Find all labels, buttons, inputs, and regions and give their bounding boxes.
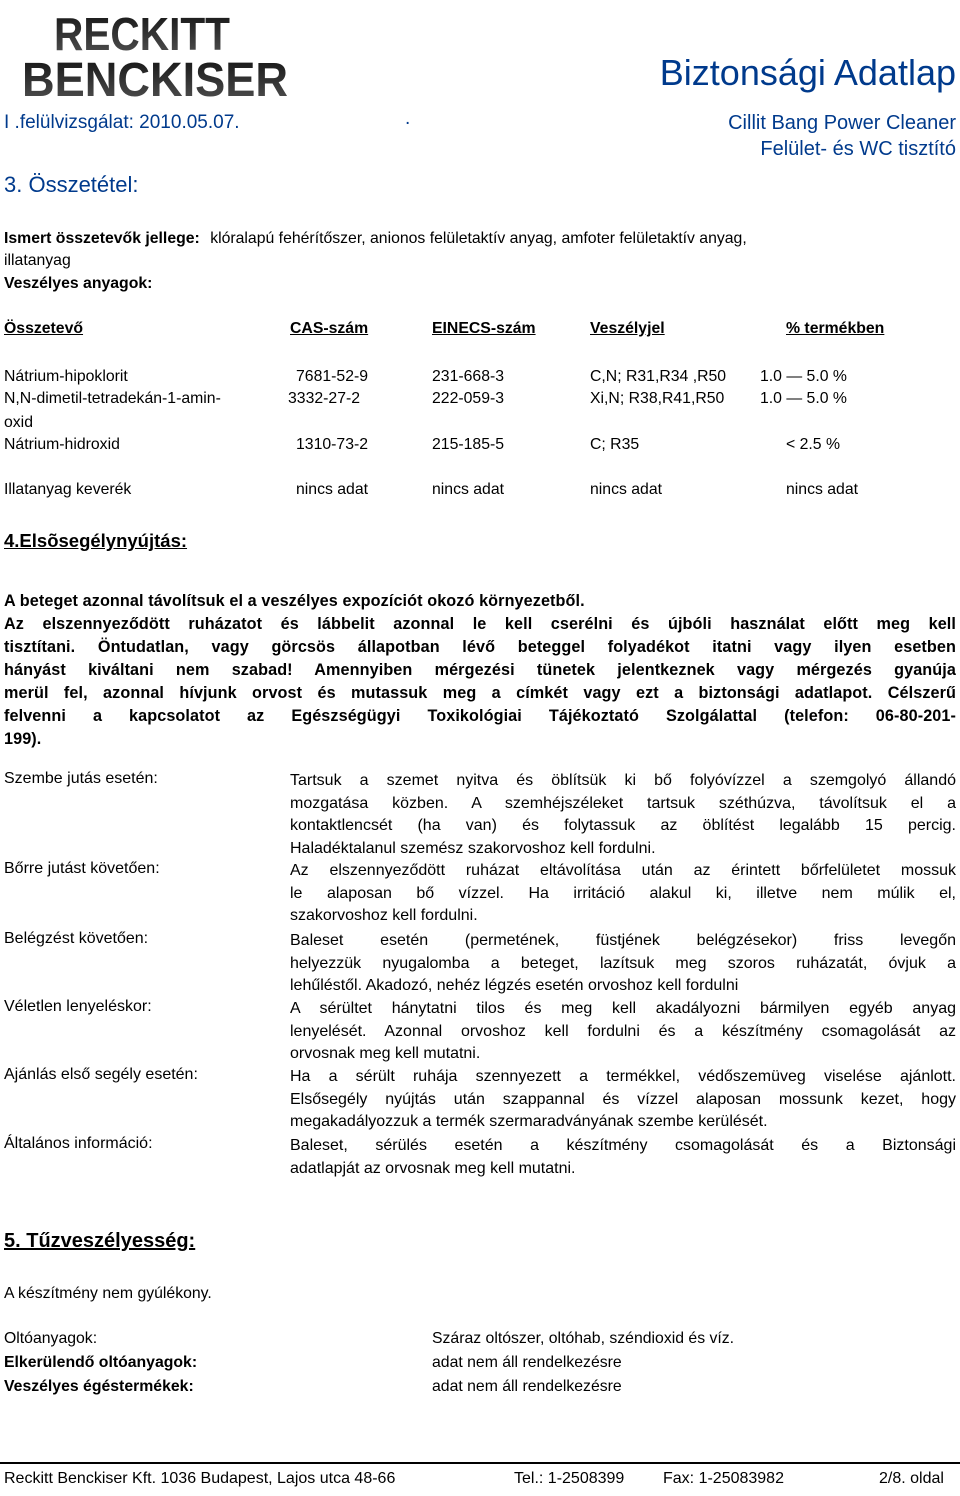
table-header-cell: CAS-szám bbox=[290, 320, 369, 337]
table-cell: oxid bbox=[4, 414, 33, 431]
fire-row-label: Veszélyes égéstermékek: bbox=[4, 1378, 194, 1395]
product-line-2: Felület- és WC tisztító bbox=[760, 138, 956, 160]
table-cell: 222-059-3 bbox=[432, 390, 505, 407]
nature-value-cont: illatanyag bbox=[4, 252, 71, 269]
table-header-cell: % termékben bbox=[786, 320, 885, 337]
table-cell: Nátrium-hipoklorit bbox=[4, 368, 128, 385]
first-aid-paragraph-line: hányást kiváltani nem szabad! Amennyiben mérgezési tünetek jelentkeznek vagy mérgezés gyanúja bbox=[4, 661, 956, 679]
revision-date: I .felülvizsgálat: 2010.05.07. bbox=[4, 112, 240, 133]
first-aid-item-text-line: A sérültet hánytatni tilos és meg kell akadályozni bármilyen egyéb anyag bbox=[290, 1000, 956, 1017]
first-aid-paragraph-line: felvenni a kapcsolatot az Egészségügyi Toxikológiai Tájékoztató Szolgálattal (telefon: 06-80-201- bbox=[4, 707, 956, 725]
first-aid-item-text-line: orvosnak meg kell mutatni. bbox=[290, 1045, 481, 1063]
first-aid-paragraph-line: tisztítani. Öntudatlan, vagy görcsös állapotban lévő beteggel folyadékot itatni vagy ilyen esetben bbox=[4, 638, 956, 656]
first-aid-item-label: Belégzést követően: bbox=[4, 930, 149, 947]
footer-page: 2/8. oldal bbox=[879, 1470, 944, 1487]
table-cell: nincs adat bbox=[590, 481, 663, 498]
first-aid-item-text-line: lenyelését. Azonnal orvoshoz kell fordulni és a készítmény csomagolását az bbox=[290, 1022, 956, 1040]
section-4-heading: 4.Elsõsegélynyújtás: bbox=[4, 530, 188, 551]
nature-label: Ismert összetevők jellege: bbox=[4, 230, 200, 247]
first-aid-item-text bbox=[290, 770, 956, 861]
svg-text:RECKITT: RECKITT bbox=[54, 8, 230, 60]
table-header-cell: EINECS-szám bbox=[432, 320, 536, 337]
table-cell: 231-668-3 bbox=[432, 368, 505, 385]
first-aid-paragraph-line: merül fel, azonnal hívjunk orvost és mutassuk meg a címkét vagy ezt a biztonsági adatlapot. Célszerű bbox=[4, 684, 956, 702]
nature-row bbox=[4, 230, 747, 248]
first-aid-item-text-line: adatlapját az orvosnak meg kell mutatni. bbox=[290, 1159, 576, 1177]
footer-phone: Tel.: 1-2508399 bbox=[514, 1470, 625, 1487]
footer-fax: Fax: 1-25083982 bbox=[663, 1470, 784, 1487]
reckitt-benckiser-logo bbox=[22, 8, 292, 100]
first-aid-item-text-line: Tartsuk a szemet nyitva és öblítsük ki bő folyóvízzel a szemgolyó állandó bbox=[290, 772, 956, 789]
hazardous-label: Veszélyes anyagok: bbox=[4, 275, 153, 292]
table-cell: 1.0 — 5.0 % bbox=[760, 390, 847, 407]
section-5-heading: 5. Tűzveszélyesség: bbox=[4, 1230, 196, 1252]
fire-row-label: Oltóanyagok: bbox=[4, 1330, 98, 1347]
first-aid-item-text-line: Haladéktalanul szemész szakorvoshoz kell fordulni. bbox=[290, 840, 656, 858]
first-aid-item-text bbox=[290, 998, 956, 1066]
first-aid-item-text bbox=[290, 860, 956, 928]
table-cell: 215-185-5 bbox=[432, 436, 505, 453]
table-cell: Nátrium-hidroxid bbox=[4, 436, 120, 453]
first-aid-item-text bbox=[290, 930, 956, 998]
first-aid-item-text-line: Baleset esetén (permetének, füstjének belégzésekor) friss levegőn bbox=[290, 932, 956, 949]
first-aid-item-text-line: lehűléstől. Akadozó, nehéz légzés esetén orvoshoz kell fordulni bbox=[290, 977, 739, 995]
header-dot: . bbox=[405, 108, 411, 129]
first-aid-paragraph-line: 199). bbox=[4, 730, 42, 748]
table-cell: C; R35 bbox=[590, 436, 640, 453]
table-cell: C,N; R31,R34 ,R50 bbox=[590, 368, 727, 385]
flammability-statement: A készítmény nem gyúlékony. bbox=[4, 1285, 212, 1302]
fire-row-value: Száraz oltószer, oltóhab, széndioxid és víz. bbox=[432, 1330, 735, 1347]
fire-row-value: adat nem áll rendelkezésre bbox=[432, 1354, 622, 1371]
table-cell: N,N-dimetil-tetradekán-1-amin- bbox=[4, 390, 221, 407]
svg-text:BENCKISER: BENCKISER bbox=[22, 54, 288, 100]
product-name bbox=[728, 110, 956, 162]
first-aid-paragraph-line: Az elszennyeződött ruházatot és lábbelit azonnal le kell cserélni és újbóli használat előtt meg kell bbox=[4, 615, 956, 633]
table-cell: Illatanyag keverék bbox=[4, 481, 132, 498]
section-3-heading: 3. Összetétel: bbox=[4, 172, 139, 197]
footer-company: Reckitt Benckiser Kft. 1036 Budapest, Lajos utca 48-66 bbox=[4, 1470, 396, 1487]
first-aid-item-text bbox=[290, 1066, 956, 1134]
first-aid-item-text-line: le alaposan bő vízzel. Ha irritáció alakul ki, illetve nem múlik el, bbox=[290, 884, 956, 902]
table-cell: nincs adat bbox=[432, 481, 505, 498]
first-aid-item-text-line: szakorvoshoz kell fordulni. bbox=[290, 907, 478, 925]
first-aid-item-text-line: mozgatása közben. A szemhéjszéleket tartsuk széthúzva, távolítsuk el a bbox=[290, 794, 956, 812]
first-aid-item-text bbox=[290, 1135, 956, 1180]
first-aid-item-label: Véletlen lenyeléskor: bbox=[4, 998, 152, 1015]
first-aid-item-label: Ajánlás első segély esetén: bbox=[4, 1066, 198, 1083]
table-cell: 1310-73-2 bbox=[296, 436, 369, 453]
first-aid-item-text-line: kontaktlencsét (ha van) és folytassuk az öblítést legalább 15 percig. bbox=[290, 817, 956, 835]
first-aid-item-text-line: Elsősegély nyújtás után szappannal és vízzel alaposan mossunk kezet, hogy bbox=[290, 1090, 956, 1108]
table-cell: < 2.5 % bbox=[786, 436, 841, 453]
product-line-1: Cillit Bang Power Cleaner bbox=[728, 112, 956, 134]
table-cell: 7681-52-9 bbox=[296, 368, 369, 385]
table-cell: 1.0 — 5.0 % bbox=[760, 368, 847, 385]
first-aid-intro-line-1: A beteget azonnal távolítsuk el a veszélyes expozíciót okozó környezetből. bbox=[4, 592, 585, 610]
nature-value: klóralapú fehérítőszer, anionos felületaktív anyag, amfoter felületaktív anyag, bbox=[210, 230, 747, 247]
table-header-cell: Veszélyjel bbox=[590, 320, 665, 337]
first-aid-item-text-line: Ha a sérült ruhája szennyezett a termékkel, védőszemüveg viselése ajánlott. bbox=[290, 1068, 956, 1085]
first-aid-item-label: Szembe jutás esetén: bbox=[4, 770, 158, 787]
first-aid-item-label: Általános információ: bbox=[4, 1135, 153, 1152]
first-aid-item-text-line: Az elszennyeződött ruházat eltávolítása után az érintett bőrfelületet mossuk bbox=[290, 862, 956, 879]
first-aid-item-text-line: Baleset, sérülés esetén a készítmény csomagolását és a Biztonsági bbox=[290, 1137, 956, 1154]
fire-row-label: Elkerülendő oltóanyagok: bbox=[4, 1354, 198, 1371]
first-aid-item-label: Bőrre jutást követően: bbox=[4, 860, 160, 877]
table-cell: Xi,N; R38,R41,R50 bbox=[590, 390, 725, 407]
footer-divider bbox=[0, 1462, 960, 1464]
table-cell: nincs adat bbox=[296, 481, 369, 498]
first-aid-item-text-line: helyezzük nyugalomba a beteget, lazítsuk meg szoros ruházatát, óvjuk a bbox=[290, 954, 956, 972]
table-cell: 3332-27-2 bbox=[288, 390, 361, 407]
fire-row-value: adat nem áll rendelkezésre bbox=[432, 1378, 622, 1395]
table-header-cell: Összetevő bbox=[4, 320, 84, 337]
document-title: Biztonsági Adatlap bbox=[659, 52, 956, 93]
table-cell: nincs adat bbox=[786, 481, 859, 498]
first-aid-item-text-line: megakadályozzuk a termék szermaradványának szembe kerülését. bbox=[290, 1113, 768, 1131]
